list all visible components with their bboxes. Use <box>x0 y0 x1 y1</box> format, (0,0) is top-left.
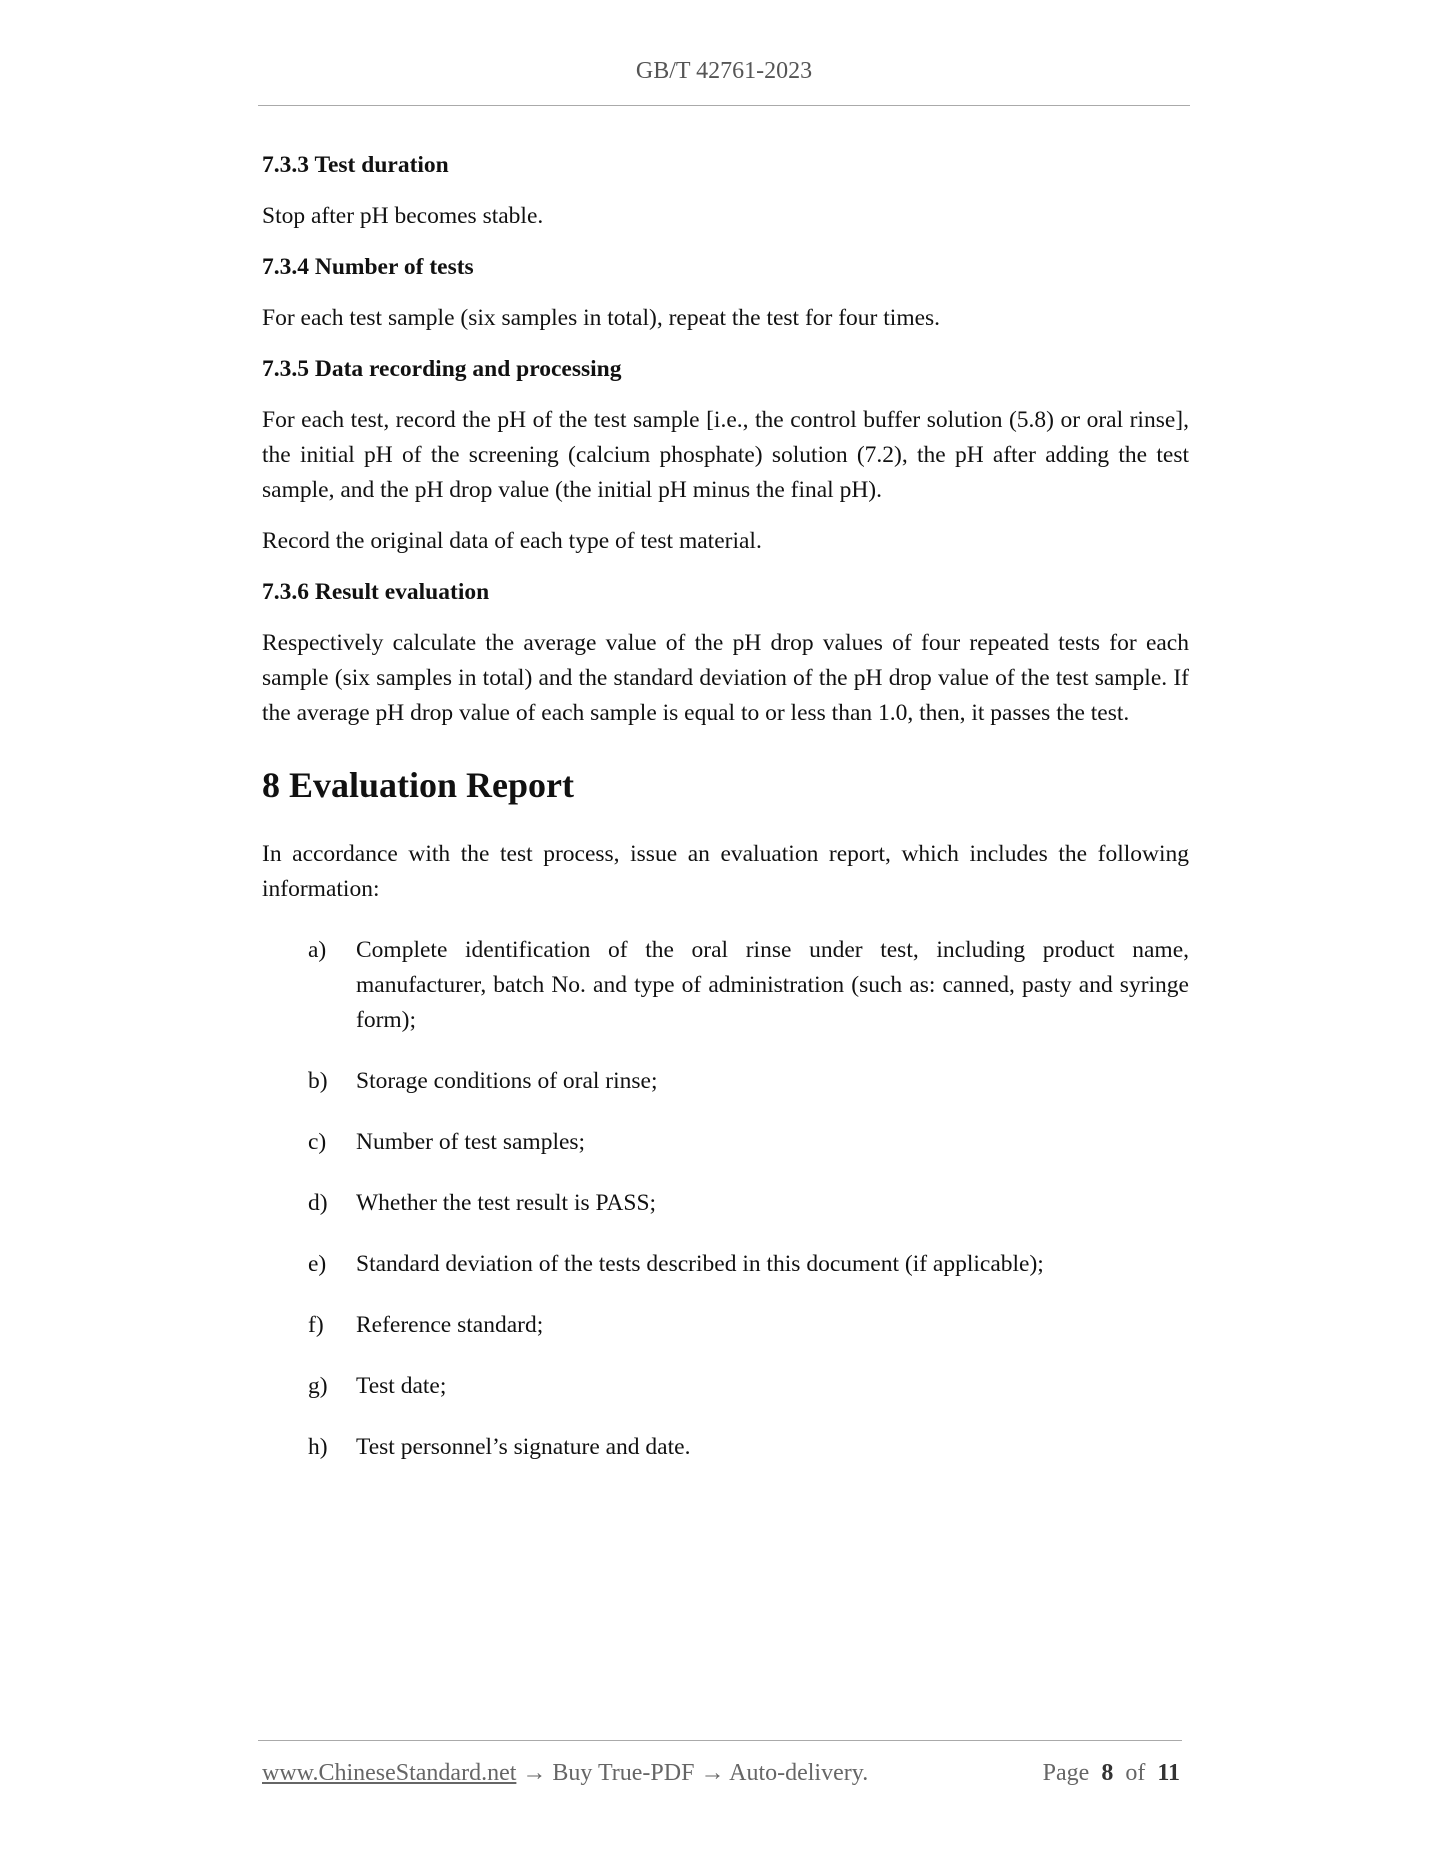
paragraph-data-recording: For each test, record the pH of the test sample [i.e., the control buffer solution (5.8) or oral rinse], the initial pH of the screening (calcium phosphate) solution (7.2), the pH after adding the test sample, and the pH drop value (the initial pH minus the final pH). <box>262 407 1189 503</box>
list-marker: b) <box>308 1068 328 1094</box>
page-total: 11 <box>1157 1760 1180 1786</box>
heading-7-3-4: 7.3.4 Number of tests <box>262 254 474 280</box>
heading-8-evaluation-report: 8 Evaluation Report <box>262 765 575 805</box>
page-label: Page <box>1042 1760 1090 1786</box>
paragraph-result-evaluation: Respectively calculate the average value of the pH drop values of four repeated tests for each sample (six samples in total) and the standard deviation of the pH drop value of the test sample. If the average pH drop value of each sample is equal to or less than 1.0, then, it passes the test. <box>262 630 1189 726</box>
footer-divider <box>258 1740 1182 1741</box>
list-item-text: Reference standard; <box>356 1312 544 1338</box>
list-item <box>262 1247 1189 1282</box>
list-item <box>262 933 1189 1038</box>
paragraph-number-of-tests: For each test sample (six samples in total), repeat the test for four times. <box>262 305 941 331</box>
list-marker: h) <box>308 1434 328 1460</box>
list-item <box>262 1064 1189 1099</box>
list-marker: a) <box>308 937 327 963</box>
running-header: GB/T 42761-2023 <box>635 58 813 84</box>
page-body <box>262 148 1189 1491</box>
list-marker: f) <box>308 1312 324 1338</box>
list-item-text: Test personnel’s signature and date. <box>356 1434 691 1460</box>
list-item-text: Storage conditions of oral rinse; <box>356 1068 658 1094</box>
list-item-text: Standard deviation of the tests described in this document (if applicable); <box>356 1251 1044 1277</box>
list-item-text: Test date; <box>356 1373 447 1399</box>
heading-7-3-6: 7.3.6 Result evaluation <box>262 579 490 605</box>
header-divider <box>258 105 1190 106</box>
chinesestandard-link[interactable]: www.ChineseStandard.net <box>262 1760 517 1786</box>
paragraph-test-duration: Stop after pH becomes stable. <box>262 203 544 229</box>
list-marker: e) <box>308 1251 327 1277</box>
report-items-list <box>262 933 1189 1465</box>
heading-7-3-3: 7.3.3 Test duration <box>262 152 449 178</box>
footer-promo <box>262 1758 868 1788</box>
list-marker: c) <box>308 1129 327 1155</box>
page-current: 8 <box>1101 1760 1114 1786</box>
footer-promo-text: → Buy True-PDF → Auto-delivery. <box>516 1760 869 1786</box>
list-item-text: Whether the test result is PASS; <box>356 1190 657 1216</box>
list-item-text: Complete identification of the oral rinse under test, including product name, manufacturer, batch No. and type of administration (such as: canned, pasty and syringe form); <box>356 937 1189 1033</box>
page-number <box>1043 1758 1180 1788</box>
list-item <box>262 1369 1189 1404</box>
list-marker: d) <box>308 1190 328 1216</box>
page-of: of <box>1125 1760 1146 1786</box>
list-item <box>262 1186 1189 1221</box>
list-item <box>262 1125 1189 1160</box>
heading-7-3-5: 7.3.5 Data recording and processing <box>262 356 622 382</box>
list-item <box>262 1430 1189 1465</box>
list-item-text: Number of test samples; <box>356 1129 586 1155</box>
paragraph-report-intro: In accordance with the test process, issue an evaluation report, which includes the following information: <box>262 841 1189 902</box>
list-item <box>262 1308 1189 1343</box>
list-marker: g) <box>308 1373 328 1399</box>
paragraph-original-data: Record the original data of each type of test material. <box>262 528 762 554</box>
